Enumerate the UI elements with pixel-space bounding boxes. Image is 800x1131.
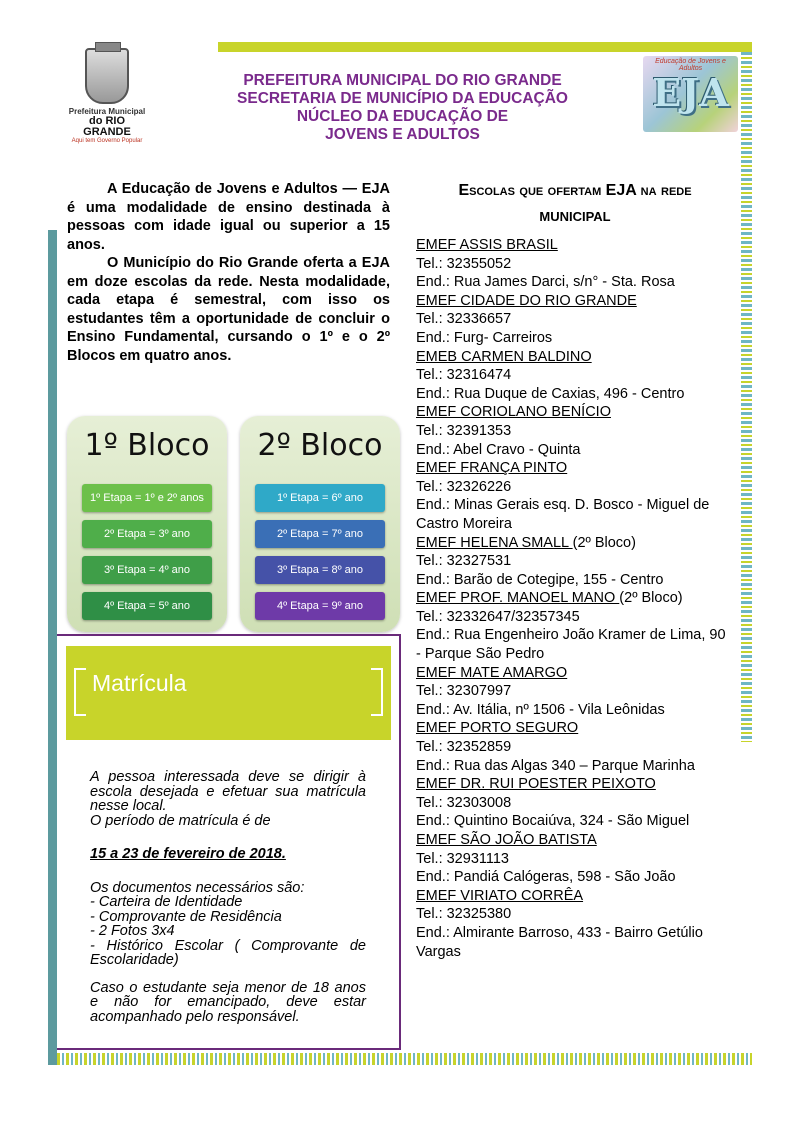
coat-of-arms-icon — [85, 48, 129, 104]
school-entry — [416, 292, 734, 348]
bracket-left-icon — [74, 668, 86, 716]
docs-intro: Os documentos necessários são: — [90, 879, 305, 896]
matricula-paragraph-1: A pessoa interessada deve se dirigir à escola desejada e efetuar sua matrícula nesse local. — [90, 769, 366, 814]
school-name-line — [416, 719, 734, 738]
school-address: End.: Rua das Algas 340 – Parque Marinha — [416, 757, 695, 774]
school-entry — [416, 887, 734, 961]
school-phone: Tel.: 32355052 — [416, 255, 512, 272]
intro-paragraph-2: O Município do Rio Grande oferta a EJA em doze escolas da rede. Nesta modalidade, cada etapa é semestral, com isso os estudantes têm a oportunidade de concluir o Ensino Fundamental, cursando o 1º e o 2º Blocos em quatro anos. — [67, 255, 390, 364]
header-line-3: NÚCLEO DA EDUCAÇÃO DE — [296, 108, 509, 125]
page-header — [215, 72, 590, 144]
school-name: EMEB CARMEN BALDINO — [416, 348, 592, 365]
school-name-line — [416, 348, 734, 367]
matricula-title: Matrícula — [92, 670, 187, 696]
eja-logo — [643, 56, 738, 132]
school-bloco-note: (2º Bloco) — [572, 534, 636, 551]
school-name: EMEF CORIOLANO BENÍCIO — [416, 404, 611, 421]
doc-item: - Comprovante de Residência — [90, 908, 282, 925]
etapa-item: 3º Etapa = 8º ano — [255, 556, 385, 584]
doc-item: - Histórico Escolar ( Comprovante de Escolaridade) — [90, 937, 366, 968]
school-name-line — [416, 664, 734, 683]
schools-title-line-1: Escolas que ofertam EJA na rede — [458, 182, 692, 199]
school-address: End.: Rua Engenheiro João Kramer de Lima, 90 - Parque São Pedro — [416, 627, 726, 663]
matricula-banner — [66, 646, 391, 740]
school-name: EMEF PORTO SEGURO — [416, 720, 579, 737]
school-address: End.: Furg- Carreiros — [416, 329, 553, 346]
school-address: End.: Rua Duque de Caxias, 496 - Centro — [416, 385, 685, 402]
school-address: End.: Pandiá Calógeras, 598 - São João — [416, 869, 676, 886]
school-entry — [416, 534, 734, 590]
school-address: End.: Almirante Barroso, 433 - Bairro Getúlio Vargas — [416, 924, 703, 960]
matricula-paragraph-3: Caso o estudante seja menor de 18 anos e não for emancipado, deve estar acompanhado pelo responsável. — [90, 979, 366, 1025]
school-name: EMEF SÃO JOÃO BATISTA — [416, 832, 597, 848]
school-name-line — [416, 775, 734, 794]
school-entry — [416, 236, 734, 292]
header-line-1: PREFEITURA MUNICIPAL DO RIO GRANDE — [243, 72, 562, 89]
doc-item: - Carteira de Identidade — [90, 894, 243, 910]
school-name-line — [416, 292, 734, 311]
bracket-right-icon — [371, 668, 383, 716]
school-name: EMEF VIRIATO CORRÊA — [416, 887, 584, 904]
bloco-title: 2º Bloco — [257, 428, 383, 463]
school-name-line — [416, 534, 734, 553]
logo-line-1: Prefeitura Municipal — [68, 107, 146, 116]
school-phone: Tel.: 32303008 — [416, 794, 512, 811]
school-name: EMEF HELENA SMALL — [416, 534, 573, 551]
school-entry — [416, 775, 734, 831]
eja-logo-arc-text: Educação de Jovens e Adultos — [655, 58, 726, 72]
doc-item: - 2 Fotos 3x4 — [90, 923, 175, 939]
school-address: End.: Abel Cravo - Quinta — [416, 441, 581, 458]
bloco-2-card — [240, 416, 400, 632]
school-name-line — [416, 589, 734, 608]
matricula-text — [90, 770, 366, 1024]
school-phone: Tel.: 32336657 — [416, 311, 512, 328]
school-name: EMEF CIDADE DO RIO GRANDE — [416, 292, 637, 309]
etapa-item: 2º Etapa = 3º ano — [82, 520, 212, 548]
school-phone: Tel.: 32326226 — [416, 478, 512, 495]
etapa-item: 1º Etapa = 6º ano — [255, 484, 385, 512]
logo-slogan: Aqui tem Governo Popular — [71, 138, 143, 144]
school-phone: Tel.: 32352859 — [416, 739, 512, 756]
etapa-item: 4º Etapa = 5º ano — [82, 592, 212, 620]
school-phone: Tel.: 32931113 — [416, 850, 509, 867]
intro-paragraph-1: A Educação de Jovens e Adultos — EJA é uma modalidade de ensino destinada à pessoas com idade igual ou superior a 15 anos. — [67, 181, 390, 253]
school-address: End.: Quintino Bocaiúva, 324 - São Miguel — [416, 813, 690, 830]
school-entry — [416, 664, 734, 720]
school-phone: Tel.: 32391353 — [416, 422, 512, 439]
school-phone: Tel.: 32325380 — [416, 906, 512, 923]
school-name: EMEF DR. RUI POESTER PEIXOTO — [416, 776, 656, 793]
left-border-bar — [48, 230, 57, 1065]
top-border-bar — [218, 42, 752, 52]
etapa-item: 1º Etapa = 1º e 2º anos — [82, 484, 212, 512]
school-address: End.: Av. Itália, nº 1506 - Vila Leônidas — [416, 701, 665, 718]
matricula-date: 15 a 23 de fevereiro de 2018. — [90, 846, 286, 862]
school-entry — [416, 831, 734, 887]
school-name: EMEF FRANÇA PINTO — [416, 460, 568, 477]
school-entry — [416, 589, 734, 663]
school-name-line — [416, 887, 734, 906]
school-address: End.: Barão de Cotegipe, 155 - Centro — [416, 571, 664, 588]
schools-title — [414, 178, 736, 230]
school-entry — [416, 403, 734, 459]
header-line-2: SECRETARIA DE MUNICÍPIO DA EDUCAÇÃO — [237, 90, 568, 107]
etapa-item: 4º Etapa = 9º ano — [255, 592, 385, 620]
school-name: EMEF MATE AMARGO — [416, 664, 568, 681]
school-name-line — [416, 831, 734, 850]
schools-list — [416, 236, 734, 961]
school-name: EMEF ASSIS BRASIL — [416, 237, 558, 253]
school-name-line — [416, 403, 734, 422]
school-phone: Tel.: 32327531 — [416, 553, 512, 570]
etapa-item: 2º Etapa = 7º ano — [255, 520, 385, 548]
school-address: End.: Rua James Darci, s/n° - Sta. Rosa — [416, 274, 675, 291]
prefeitura-logo — [64, 48, 150, 144]
header-line-4: JOVENS E ADULTOS — [325, 126, 480, 143]
school-phone: Tel.: 32316474 — [416, 367, 512, 384]
intro-text — [67, 180, 390, 365]
school-phone: Tel.: 32332647/32357345 — [416, 608, 580, 625]
school-phone: Tel.: 32307997 — [416, 683, 512, 700]
bloco-title: 1º Bloco — [84, 428, 210, 463]
school-address: End.: Minas Gerais esq. D. Bosco - Miguel de Castro Moreira — [416, 497, 710, 532]
school-entry — [416, 719, 734, 775]
school-name-line — [416, 459, 734, 478]
matricula-paragraph-2: O período de matrícula é de — [90, 812, 271, 829]
school-entry — [416, 348, 734, 404]
right-border-stripes — [741, 52, 752, 742]
bottom-border-stripes — [57, 1053, 752, 1065]
school-entry — [416, 459, 734, 533]
bloco-1-card — [67, 416, 227, 632]
school-name-line — [416, 236, 734, 255]
logo-line-2: do RIO GRANDE — [83, 115, 131, 138]
school-name: EMEF PROF. MANOEL MANO — [416, 590, 620, 607]
schools-title-line-2: MUNICIPAL — [539, 209, 611, 224]
school-bloco-note: (2º Bloco) — [619, 590, 683, 607]
etapa-item: 3º Etapa = 4º ano — [82, 556, 212, 584]
eja-logo-text: EJA — [652, 70, 729, 115]
